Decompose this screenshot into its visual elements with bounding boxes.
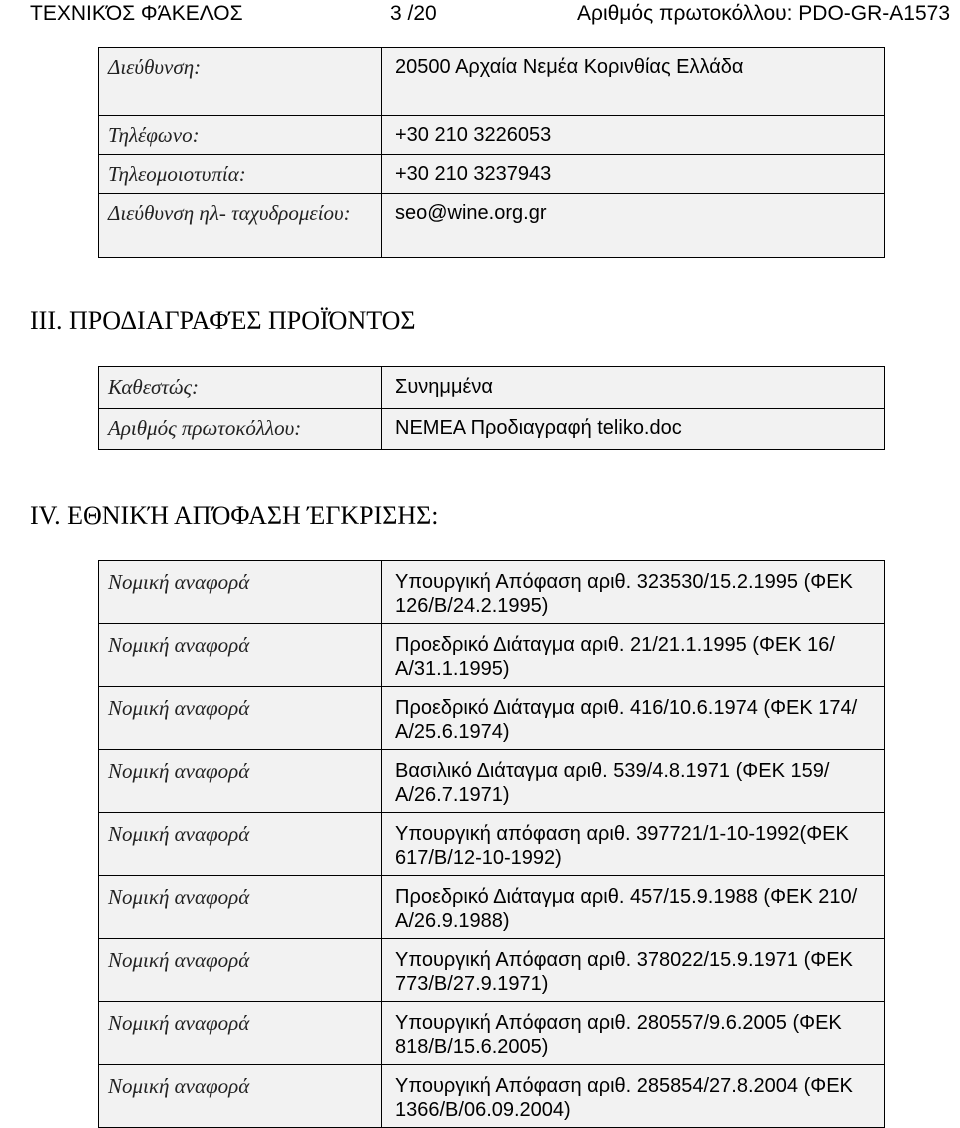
legal-reference-value: Υπουργική Απόφαση αριθ. 285854/27.8.2004 (ΦΕΚ 1366/Β/06.09.2004) xyxy=(382,1065,885,1128)
legal-reference-value: Υπουργική Απόφαση αριθ. 378022/15.9.1971 (ΦΕΚ 773/Β/27.9.1971) xyxy=(382,939,885,1002)
table-row xyxy=(99,48,885,116)
fax-value: +30 210 3237943 xyxy=(382,155,885,194)
table-row xyxy=(99,750,885,813)
legal-reference-label: Νομική αναφορά xyxy=(99,939,382,1002)
legal-reference-table xyxy=(98,560,885,1128)
table-row xyxy=(99,624,885,687)
table-row xyxy=(99,1002,885,1065)
product-spec-table xyxy=(98,366,885,450)
legal-reference-value: Προεδρικό Διάταγμα αριθ. 457/15.9.1988 (ΦΕΚ 210/Α/26.9.1988) xyxy=(382,876,885,939)
legal-reference-value: Προεδρικό Διάταγμα αριθ. 416/10.6.1974 (ΦΕΚ 174/Α/25.6.1974) xyxy=(382,687,885,750)
legal-reference-value: Υπουργική Απόφαση αριθ. 280557/9.6.2005 (ΦΕΚ 818/Β/15.6.2005) xyxy=(382,1002,885,1065)
table-row xyxy=(99,939,885,1002)
legal-reference-label: Νομική αναφορά xyxy=(99,813,382,876)
protocol-value: ΝΕΜΕΑ Προδιαγραφή teliko.doc xyxy=(382,409,885,450)
document-title: ΤΕΧΝΙΚΌΣ ΦΆΚΕΛΟΣ xyxy=(30,2,243,25)
legal-reference-label: Νομική αναφορά xyxy=(99,750,382,813)
table-row xyxy=(99,687,885,750)
table-row xyxy=(99,409,885,450)
legal-reference-label: Νομική αναφορά xyxy=(99,561,382,624)
section-heading-national-approval: IV. ΕΘΝΙΚΉ ΑΠΌΦΑΣΗ ΈΓΚΡΙΣΗΣ: xyxy=(30,501,439,530)
table-row xyxy=(99,116,885,155)
table-row xyxy=(99,1065,885,1128)
legal-reference-label: Νομική αναφορά xyxy=(99,1065,382,1128)
address-label: Διεύθυνση: xyxy=(99,48,382,116)
legal-reference-value: Βασιλικό Διάταγμα αριθ. 539/4.8.1971 (ΦΕΚ 159/Α/26.7.1971) xyxy=(382,750,885,813)
table-row xyxy=(99,876,885,939)
section-heading-product-specs: III. ΠΡΟΔΙΑΓΡΑΦΈΣ ΠΡΟΪΌΝΤΟΣ xyxy=(30,306,416,335)
legal-reference-value: Υπουργική απόφαση αριθ. 397721/1-10-1992(ΦΕΚ 617/Β/12-10-1992) xyxy=(382,813,885,876)
legal-reference-value: Προεδρικό Διάταγμα αριθ. 21/21.1.1995 (ΦΕΚ 16/Α/31.1.1995) xyxy=(382,624,885,687)
email-value: seo@wine.org.gr xyxy=(382,194,885,258)
legal-reference-label: Νομική αναφορά xyxy=(99,687,382,750)
phone-value: +30 210 3226053 xyxy=(382,116,885,155)
page-number: 3 /20 xyxy=(390,2,437,25)
status-label: Καθεστώς: xyxy=(99,367,382,409)
contact-table xyxy=(98,47,885,258)
status-value: Συνημμένα xyxy=(382,367,885,409)
protocol-number: Αριθμός πρωτοκόλλου: PDO-GR-A1573 xyxy=(577,2,950,25)
table-row xyxy=(99,155,885,194)
table-row xyxy=(99,367,885,409)
email-label: Διεύθυνση ηλ- ταχυδρομείου: xyxy=(99,194,382,258)
protocol-label: Αριθμός πρωτοκόλλου: xyxy=(99,409,382,450)
address-value: 20500 Αρχαία Νεμέα Κορινθίας Ελλάδα xyxy=(382,48,885,116)
legal-reference-label: Νομική αναφορά xyxy=(99,624,382,687)
legal-reference-label: Νομική αναφορά xyxy=(99,876,382,939)
table-row xyxy=(99,194,885,258)
legal-reference-label: Νομική αναφορά xyxy=(99,1002,382,1065)
phone-label: Τηλέφωνο: xyxy=(99,116,382,155)
legal-reference-value: Υπουργική Απόφαση αριθ. 323530/15.2.1995 (ΦΕΚ 126/Β/24.2.1995) xyxy=(382,561,885,624)
page-header xyxy=(0,0,960,36)
fax-label: Τηλεομοιοτυπία: xyxy=(99,155,382,194)
table-row xyxy=(99,561,885,624)
table-row xyxy=(99,813,885,876)
